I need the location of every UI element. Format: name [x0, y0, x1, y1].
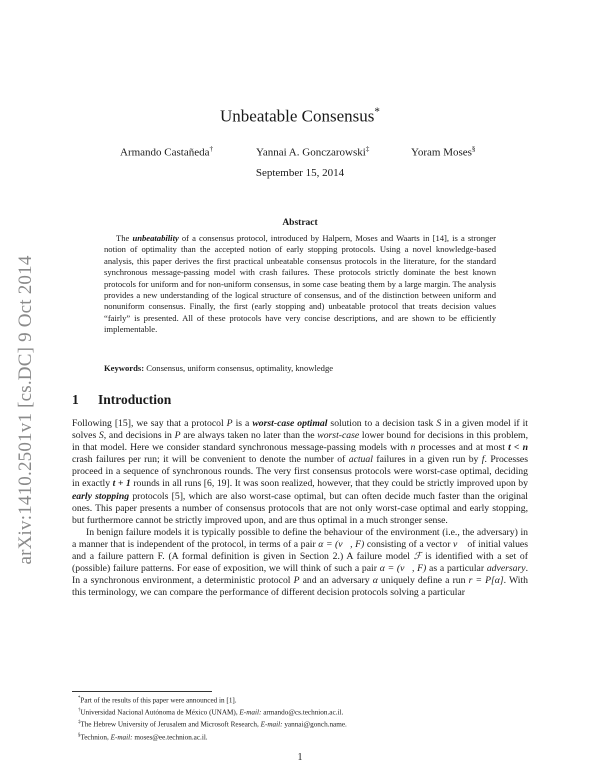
footnote — [72, 706, 528, 718]
footnote — [72, 694, 528, 706]
author-moses — [411, 145, 476, 159]
text-run: lower bound for decisions in this problem, in that model. Here we consider standard synchronous message-passing models with — [72, 430, 528, 454]
text-run: processes and at most — [415, 442, 509, 454]
math-expression: t + 1 — [112, 478, 131, 490]
text-run: failures in a given run by — [372, 454, 482, 466]
emphasis: worst-case — [317, 430, 360, 442]
footnote-rule — [72, 691, 212, 692]
math-symbol: f — [481, 454, 485, 466]
paper-title-text: Unbeatable Consensus — [220, 106, 375, 126]
text-run: as a particular — [426, 563, 487, 575]
footnote-mark: † — [78, 708, 81, 714]
paper-date: September 15, 2014 — [255, 167, 345, 179]
author-footnote-mark: † — [209, 145, 214, 153]
email-label: E-mail: — [239, 708, 262, 717]
text-run: uniquely define a run — [377, 575, 469, 587]
emphasis: actual — [348, 454, 373, 466]
math-symbol: F — [157, 551, 163, 563]
math-symbol: ℱ — [413, 551, 422, 563]
abstract-text: of a consensus protocol, introduced by Halpern, Moses and Waarts in [14], is a stronger notion of optimality than the accepted notion of early stopping protocols. Using a novel knowledge-based analysis, this paper derives the first practical unbeatable consensus protocols in the literature, for the standard synchronous message-passing model with crash failures. These protocols strictly dominate the best known protocols for uniform and for non-uniform consensus, in some case beating them by a large margin. The analysis provides a new understanding of the logical structure of consensus, and of the distinction between uniform and nonuniform consensus. Finally, the first (early stopping and) unbeatable protocol that treats decision values “fairly” is presented. All of these protocols have very concise descriptions, and are shown to be efficiently implementable. — [104, 233, 497, 335]
page-number: 1 — [297, 752, 303, 763]
math-symbol: P — [174, 430, 181, 442]
math-symbol: v⃗ — [453, 538, 465, 550]
text-run: . Processes proceed in a sequence of synchronous rounds. The very first consensus protocols were worst-case optimal, deciding in exactly — [72, 454, 528, 490]
math-symbol: n — [410, 442, 416, 454]
text-run: crash failures per run; it will be convenient to denote the number of — [72, 454, 349, 466]
email-label: E-mail: — [260, 720, 283, 729]
abstract-key-term: unbeatability — [132, 233, 179, 243]
email-label: E-mail: — [110, 732, 133, 741]
abstract-lead: The — [116, 233, 133, 243]
text-run: Following [15], we say that a protocol — [72, 418, 227, 429]
text-run: is identified with a set of (possible) failure patterns. For ease of exposition, we will think of such a pair — [72, 551, 528, 575]
text-run: and an adversary — [299, 575, 373, 587]
text-run: , and decisions in — [103, 430, 175, 442]
text-run: . With this terminology, we can compare the performance of different decision protocols solving a particular — [72, 575, 528, 599]
text-run: in a given model if it solves — [72, 418, 528, 442]
email-address: yannai@gonch.name. — [282, 720, 347, 729]
text-run: solution to a decision task — [327, 418, 437, 429]
keywords-line — [104, 363, 496, 373]
math-symbol: P — [293, 575, 300, 587]
intro-paragraph-1 — [72, 418, 528, 527]
math-symbol: P — [226, 418, 233, 429]
author-name: Yannai A. Gonczarowski — [256, 146, 366, 159]
footnote-text: Part of the results of this paper were announced in [1]. — [80, 696, 237, 705]
footnote-text: The Hebrew University of Jerusalem and Microsoft Research, — [80, 720, 261, 729]
intro-paragraph-2 — [72, 527, 528, 600]
text-run: of initial values and a failure pattern — [72, 538, 529, 563]
keywords-label: Keywords: — [104, 363, 145, 373]
text-run: . (A formal definition is given in Section 2.) A failure model — [162, 551, 414, 563]
author-gonczarowski — [256, 145, 369, 159]
footnote-text: Technion, — [80, 732, 111, 741]
introduction-body — [72, 418, 528, 599]
footnote-text: Universidad Nacional Autónoma de México (UNAM), — [80, 708, 240, 717]
math-expression: α = (v⃗, F) — [379, 563, 427, 575]
key-term: worst-case optimal — [252, 418, 328, 429]
math-expression: t < n — [508, 442, 528, 454]
text-run: protocols [5], which are also worst-case optimal, but can often decide much faster than the original ones. This paper presents a number of consensus protocols that are not only worst-case optimal and early stopping, but furthermore cannot be strictly improved upon, and are thus optimal in a much stronger sense. — [72, 490, 528, 526]
text-run: are always taken no later than the — [180, 430, 318, 442]
arxiv-identifier-text: arXiv:1410.2501v1 [cs.DC] 9 Oct 2014 — [15, 255, 36, 565]
keywords-text: Consensus, uniform consensus, optimality, knowledge — [144, 363, 334, 373]
footnotes — [72, 694, 528, 743]
math-symbol: S — [436, 418, 442, 429]
text-run: In benign failure models it is typically possible to define the behaviour of the environment (i.e., the adversary) in a manner that is independent of the protocol, in terms of a pair — [72, 526, 528, 550]
author-castaneda — [120, 145, 213, 159]
abstract-heading: Abstract — [282, 218, 318, 228]
text-run: rounds in all runs [6, 19]. It was soon realized, however, that they could be strictly improved upon by — [130, 478, 528, 490]
text-run: is a — [232, 418, 253, 429]
footnote-mark: ‡ — [78, 720, 81, 726]
abstract-body — [104, 233, 496, 336]
title-footnote-mark: * — [374, 106, 380, 118]
author-footnote-mark: § — [471, 145, 476, 153]
footnote-mark: § — [78, 732, 81, 738]
author-name: Yoram Moses — [411, 146, 472, 159]
paper-title — [72, 106, 528, 127]
arxiv-identifier-stamp — [6, 210, 46, 610]
footnote — [72, 718, 528, 730]
footnote-mark: * — [78, 696, 81, 701]
math-symbol: S — [98, 430, 104, 442]
text-run: consisting of a vector — [364, 538, 454, 550]
math-expression: r = P[α] — [468, 575, 504, 587]
section-title: Introduction — [98, 392, 172, 407]
text-run: . In a synchronous environment, a deterministic protocol — [72, 563, 528, 587]
section-number: 1 — [72, 392, 79, 407]
author-footnote-mark: ‡ — [365, 145, 370, 153]
math-expression: α = (v⃗, F) — [318, 538, 365, 550]
footnote — [72, 731, 528, 743]
key-term: early stopping — [72, 490, 130, 502]
email-address: armando@cs.technion.ac.il. — [261, 708, 344, 717]
section-heading — [72, 392, 171, 408]
math-symbol: α — [372, 575, 378, 587]
author-name: Armando Castañeda — [120, 146, 210, 159]
emphasis: adversary — [486, 563, 526, 575]
email-address: moses@ee.technion.ac.il. — [132, 732, 208, 741]
